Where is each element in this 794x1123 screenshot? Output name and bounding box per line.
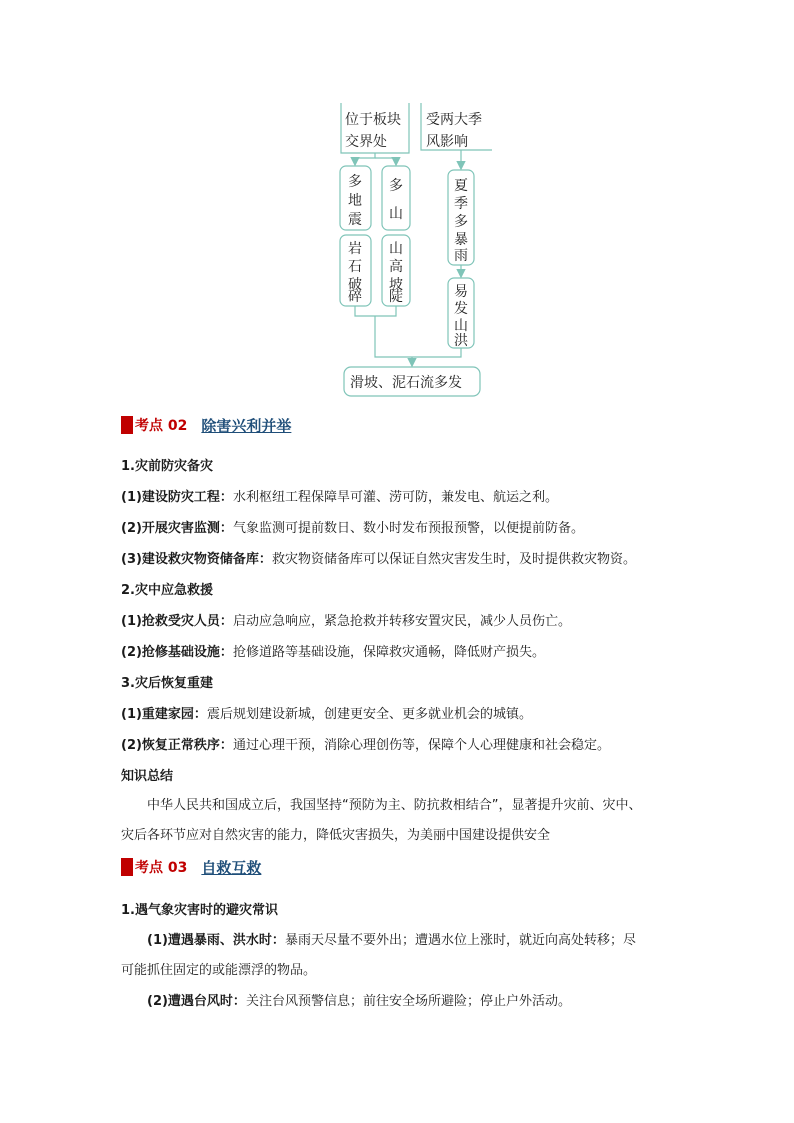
- earthquake-char: 地: [348, 193, 362, 209]
- subheading: 2.灾中应急救援: [121, 583, 213, 598]
- section-02-heading: [121, 414, 301, 436]
- section-marker: [121, 858, 133, 876]
- list-item: (1)抢救受灾人员：启动应急响应，紧急抢救并转移安置灾民，减少人员伤亡。: [121, 614, 571, 629]
- flood-char: 山: [454, 318, 468, 334]
- steep-char: 陡: [389, 289, 403, 305]
- subheading: 3.灾后恢复重建: [121, 676, 213, 691]
- steep-char: 山: [389, 241, 403, 257]
- rain-char: 暴: [454, 232, 468, 248]
- monsoon-text-2: 风影响: [426, 134, 468, 150]
- rock-char: 碎: [348, 289, 362, 305]
- mountain-char: 山: [389, 206, 403, 222]
- list-item: (1)重建家园：震后规划建设新城，创建更安全、更多就业机会的城镇。: [121, 707, 532, 722]
- rain-char: 季: [454, 196, 468, 212]
- monsoon-text-1: 受两大季: [426, 112, 482, 128]
- list-item: (2)恢复正常秩序：通过心理干预，消除心理创伤等，保障个人心理健康和社会稳定。: [121, 738, 610, 753]
- list-item: (1)建设防灾工程：水利枢纽工程保障旱可灌、涝可防，兼发电、航运之利。: [121, 490, 558, 505]
- subheading: 1.遇气象灾害时的避灾常识: [121, 903, 278, 918]
- section-03-heading: [121, 856, 271, 878]
- cause-flow-diagram: [0, 0, 794, 420]
- earthquake-char: 震: [348, 212, 362, 228]
- plate-text-1: 位于板块: [345, 112, 401, 128]
- earthquake-char: 多: [348, 174, 362, 190]
- mountain-char: 多: [389, 178, 403, 194]
- section-label: 考点 02: [135, 418, 188, 434]
- list-item: (2)遭遇台风时：关注台风预警信息；前往安全场所避险；停止户外活动。: [147, 994, 571, 1009]
- flood-char: 洪: [454, 333, 468, 349]
- steep-char: 高: [389, 259, 403, 275]
- steep-char: 坡: [389, 277, 403, 293]
- result-text: 滑坡、泥石流多发: [350, 375, 462, 391]
- list-item: (2)抢修基础设施：抢修道路等基础设施，保障救灾通畅，降低财产损失。: [121, 645, 545, 660]
- rock-char: 破: [348, 277, 362, 293]
- subheading: 1.灾前防灾备灾: [121, 459, 213, 474]
- list-item: (1)遭遇暴雨、洪水时：暴雨天尽量不要外出；遭遇水位上涨时，就近向高处转移；尽: [147, 933, 636, 948]
- flood-char: 易: [454, 284, 468, 300]
- rock-char: 岩: [348, 241, 362, 257]
- list-item-continued: 可能抓住固定的或能漂浮的物品。: [121, 963, 317, 978]
- section-label: 考点 03: [135, 860, 188, 876]
- list-item: (2)开展灾害监测：气象监测可提前数日、数小时发布预报预警，以便提前防备。: [121, 521, 584, 536]
- summary-text: 灾后各环节应对自然灾害的能力，降低灾害损失，为美丽中国建设提供安全: [121, 828, 551, 843]
- section-title: 除害兴利并举: [201, 416, 292, 435]
- section-title: 自救互救: [201, 858, 262, 877]
- summary-title: 知识总结: [121, 769, 174, 784]
- rain-char: 雨: [454, 248, 468, 264]
- section-marker: [121, 416, 133, 434]
- rock-char: 石: [348, 259, 362, 275]
- flood-char: 发: [454, 301, 468, 317]
- list-item: (3)建设救灾物资储备库：救灾物资储备库可以保证自然灾害发生时，及时提供救灾物资。: [121, 552, 636, 567]
- summary-text: 中华人民共和国成立后，我国坚持“预防为主、防抗救相结合”，显著提升灾前、灾中、: [147, 798, 642, 813]
- plate-text-2: 交界处: [345, 134, 387, 150]
- rain-char: 多: [454, 214, 468, 230]
- rain-char: 夏: [454, 178, 468, 194]
